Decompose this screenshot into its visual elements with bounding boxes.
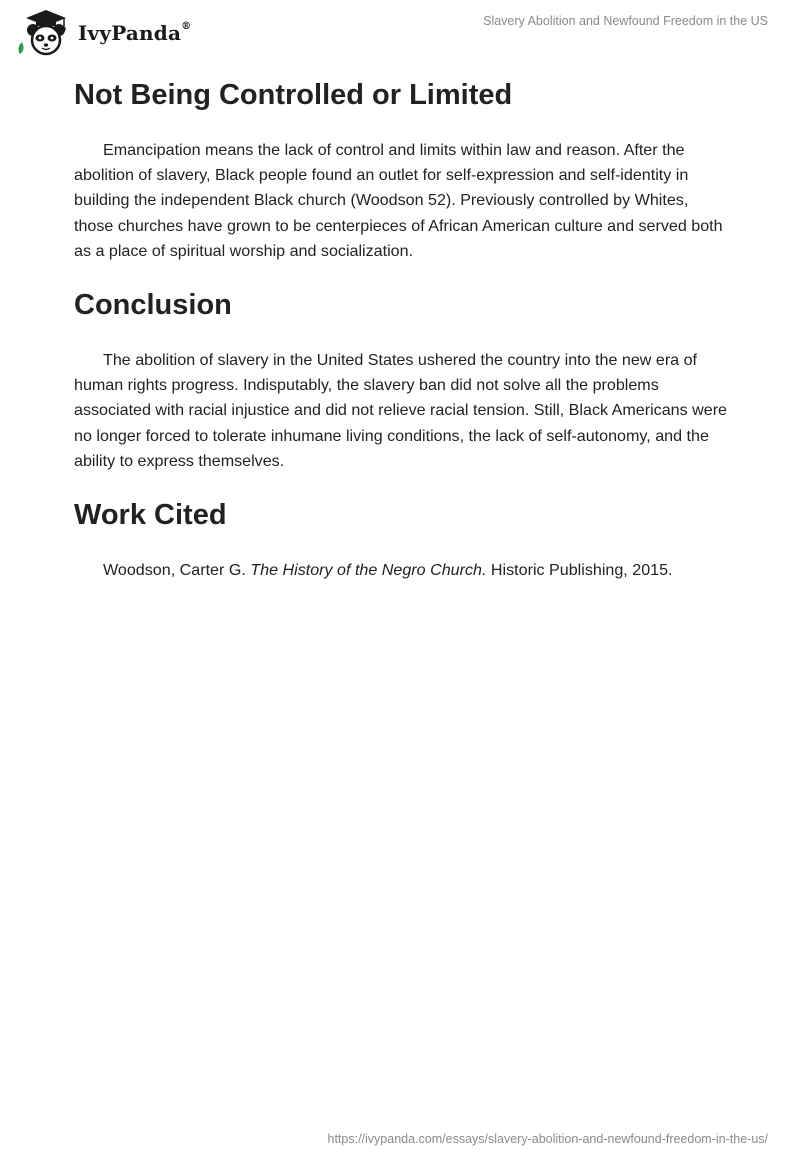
running-title: Slavery Abolition and Newfound Freedom in the US xyxy=(483,14,768,28)
citation-entry xyxy=(74,558,730,583)
source-url[interactable]: https://ivypanda.com/essays/slavery-abolition-and-newfound-freedom-in-the-us/ xyxy=(327,1132,768,1146)
logo-wordmark: IvyPanda® xyxy=(78,21,192,45)
citation-title: The History of the Negro Church. xyxy=(250,561,487,580)
section-heading: Conclusion xyxy=(74,289,232,322)
section-paragraph: Emancipation means the lack of control and limits within law and reason. After the abolition of slavery, Black people found an outlet for self-expression and self-identity in building the independent Black church (Woodson 52). Previously controlled by Whites, those churches have grown to be centerpieces of African American culture and served both as a place of spiritual worship and socialization. xyxy=(74,141,723,260)
section-paragraph: The abolition of slavery in the United States ushered the country into the new era of human rights progress. Indisputably, the slavery ban did not solve all the problems associated with racial injustice and did not relieve racial tension. Still, Black Americans were no longer forced to tolerate inhumane living conditions, the lack of self-autonomy, and the ability to express themselves. xyxy=(74,351,727,470)
section-heading: Not Being Controlled or Limited xyxy=(74,79,513,111)
panda-graduate-icon xyxy=(14,8,78,56)
ivypanda-logo[interactable] xyxy=(14,8,191,56)
citation-publisher: Historic Publishing, 2015. xyxy=(486,561,673,580)
section-heading: Work Cited xyxy=(74,499,227,532)
citation-author: Woodson, Carter G. xyxy=(103,561,251,580)
document-body xyxy=(74,68,730,583)
page-header xyxy=(0,0,800,60)
